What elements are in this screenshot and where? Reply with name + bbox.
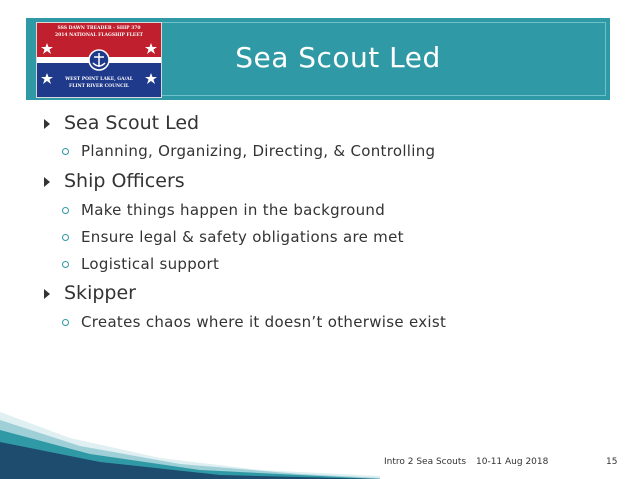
bullet-text: Ship Officers	[64, 170, 185, 192]
sub-bullet-text: Creates chaos where it doesn’t otherwise exist	[81, 313, 447, 331]
bullet-arrow-icon	[44, 289, 50, 299]
footer-date: 10-11 Aug 2018	[476, 457, 549, 467]
footer-title: Intro 2 Sea Scouts	[384, 457, 467, 467]
logo-text-line4: FLINT RIVER COUNCIL	[69, 84, 129, 89]
slide-title: Sea Scout Led	[235, 40, 441, 74]
bullet-text: Sea Scout Led	[64, 112, 200, 134]
bullet-text: Skipper	[64, 282, 136, 304]
footer-page-number: 15	[606, 457, 618, 467]
sub-bullet	[62, 142, 435, 160]
bullet-ship-officers	[44, 170, 185, 192]
bullet-circle-icon	[62, 148, 69, 155]
sub-bullet	[62, 255, 219, 273]
bullet-arrow-icon	[44, 119, 50, 129]
bullet-circle-icon	[62, 207, 69, 214]
bullet-sea-scout-led	[44, 112, 199, 134]
bullet-arrow-icon	[44, 177, 50, 187]
logo-text-line2: 2014 NATIONAL FLAGSHIP FLEET	[55, 33, 143, 38]
sub-bullet-text: Ensure legal & safety obligations are met	[81, 228, 404, 246]
sub-bullet	[62, 313, 446, 331]
bullet-skipper	[44, 282, 136, 304]
bullet-circle-icon	[62, 261, 69, 268]
sub-bullet-text: Logistical support	[81, 255, 220, 273]
sub-bullet	[62, 228, 404, 246]
bullet-circle-icon	[62, 234, 69, 241]
sub-bullet-text: Planning, Organizing, Directing, & Controlling	[81, 142, 436, 160]
sub-bullet	[62, 201, 385, 219]
logo-text-line3: WEST POINT LAKE, GA/AL	[65, 77, 133, 82]
sub-bullet-text: Make things happen in the background	[81, 201, 386, 219]
logo-text-line1: SSS DAWN TREADER - SHIP 370	[57, 26, 141, 31]
bullet-circle-icon	[62, 319, 69, 326]
